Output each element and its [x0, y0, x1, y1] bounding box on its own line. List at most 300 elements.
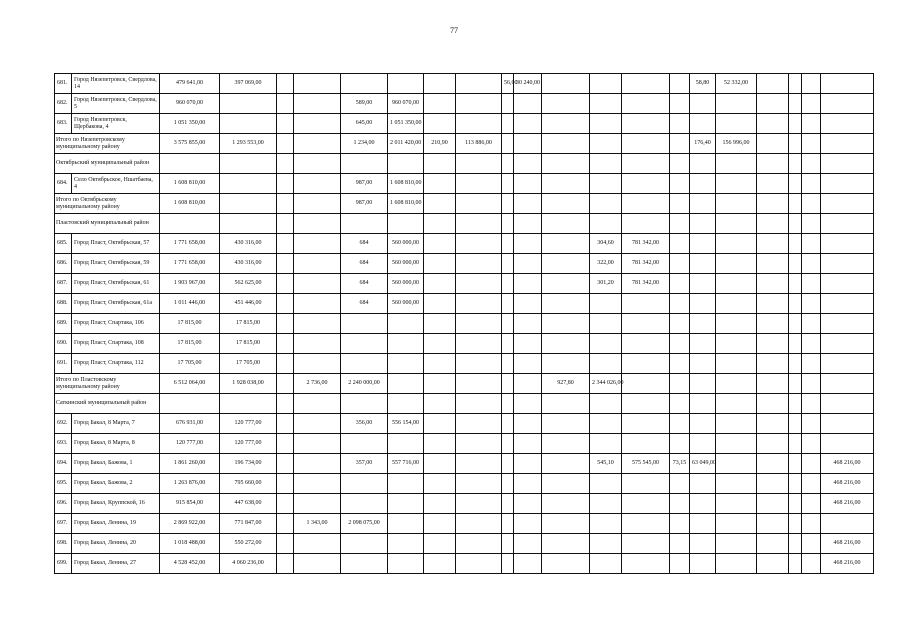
empty-cell — [220, 394, 277, 414]
subtotal-row — [55, 194, 874, 214]
value-cell — [294, 434, 341, 454]
value-cell — [690, 274, 716, 294]
subtotal-value-cell — [821, 374, 874, 394]
value-cell — [802, 534, 821, 554]
subtotal-row — [55, 374, 874, 394]
value-cell — [670, 234, 690, 254]
value-cell — [590, 354, 622, 374]
value-cell — [277, 554, 294, 574]
subtotal-row — [55, 134, 874, 154]
value-cell — [341, 494, 388, 514]
value-cell — [424, 114, 456, 134]
value-cell — [502, 114, 514, 134]
value-cell — [802, 274, 821, 294]
value-cell: 589,00 — [341, 94, 388, 114]
value-cell — [590, 94, 622, 114]
value-cell — [622, 414, 670, 434]
value-cell: 676 931,00 — [160, 414, 220, 434]
value-cell — [456, 234, 502, 254]
value-cell: 468 216,00 — [821, 454, 874, 474]
table-row — [55, 334, 874, 354]
value-cell — [456, 534, 502, 554]
empty-cell — [341, 394, 388, 414]
value-cell — [690, 314, 716, 334]
value-cell: 63 049,00 — [690, 454, 716, 474]
table-row — [55, 274, 874, 294]
subtotal-value-cell: 210,90 — [424, 134, 456, 154]
value-cell — [622, 94, 670, 114]
subtotal-value-cell — [514, 194, 542, 214]
empty-cell — [590, 394, 622, 414]
value-cell — [802, 94, 821, 114]
value-cell — [802, 354, 821, 374]
value-cell — [789, 314, 802, 334]
value-cell — [690, 94, 716, 114]
value-cell — [757, 454, 789, 474]
value-cell — [502, 294, 514, 314]
value-cell — [542, 454, 590, 474]
value-cell: 52 332,00 — [716, 74, 757, 94]
address-cell: Город Пласт, Спартака, 108 — [72, 334, 160, 354]
value-cell — [294, 414, 341, 434]
table-row — [55, 174, 874, 194]
value-cell: 2 869 922,00 — [160, 514, 220, 534]
value-cell: 17 705,00 — [220, 354, 277, 374]
subtotal-value-cell — [277, 134, 294, 154]
subtotal-value-cell — [388, 374, 424, 394]
table-row — [55, 314, 874, 334]
value-cell — [690, 174, 716, 194]
value-cell — [341, 74, 388, 94]
empty-cell — [716, 394, 757, 414]
value-cell — [542, 234, 590, 254]
value-cell — [294, 454, 341, 474]
value-cell — [690, 334, 716, 354]
value-cell — [341, 334, 388, 354]
empty-cell — [670, 214, 690, 234]
value-cell — [514, 254, 542, 274]
value-cell — [821, 274, 874, 294]
value-cell: 301,20 — [590, 274, 622, 294]
value-cell — [388, 534, 424, 554]
subtotal-value-cell: 156 996,00 — [716, 134, 757, 154]
value-cell — [590, 74, 622, 94]
value-cell — [502, 554, 514, 574]
value-cell: 1 903 967,00 — [160, 274, 220, 294]
empty-cell — [294, 154, 341, 174]
value-cell: 73,15 — [670, 454, 690, 474]
value-cell — [821, 514, 874, 534]
value-cell — [514, 474, 542, 494]
empty-cell — [716, 154, 757, 174]
subtotal-value-cell: 3 575 855,00 — [160, 134, 220, 154]
value-cell — [789, 494, 802, 514]
subtotal-value-cell — [424, 194, 456, 214]
empty-cell — [424, 394, 456, 414]
value-cell: 356,00 — [341, 414, 388, 434]
value-cell: 120 777,00 — [220, 414, 277, 434]
subtotal-label: Итого по Нязепетровскому муниципальному району — [55, 134, 160, 154]
value-cell — [424, 434, 456, 454]
empty-cell — [802, 154, 821, 174]
value-cell — [502, 514, 514, 534]
value-cell — [502, 234, 514, 254]
value-cell — [456, 74, 502, 94]
empty-cell — [622, 214, 670, 234]
row-number: 697. — [55, 514, 72, 534]
value-cell — [514, 414, 542, 434]
value-cell — [388, 74, 424, 94]
district-row — [55, 394, 874, 414]
value-cell — [277, 174, 294, 194]
table-row — [55, 94, 874, 114]
empty-cell — [542, 154, 590, 174]
value-cell — [690, 254, 716, 274]
value-cell — [789, 274, 802, 294]
empty-cell — [821, 394, 874, 414]
value-cell — [220, 94, 277, 114]
value-cell — [502, 274, 514, 294]
value-cell — [590, 514, 622, 534]
value-cell — [456, 454, 502, 474]
value-cell — [670, 434, 690, 454]
value-cell — [424, 334, 456, 354]
value-cell — [690, 554, 716, 574]
value-cell — [716, 414, 757, 434]
value-cell — [757, 514, 789, 534]
value-cell: 479 641,00 — [160, 74, 220, 94]
value-cell: 575 545,00 — [622, 454, 670, 474]
value-cell — [542, 314, 590, 334]
value-cell — [277, 314, 294, 334]
address-cell: Город Пласт, Октябрьская, 61а — [72, 294, 160, 314]
subtotal-value-cell — [690, 374, 716, 394]
value-cell: 560 000,00 — [388, 294, 424, 314]
subtotal-value-cell — [821, 134, 874, 154]
value-cell — [456, 514, 502, 534]
value-cell — [514, 354, 542, 374]
value-cell — [802, 314, 821, 334]
value-cell — [542, 254, 590, 274]
address-cell: Город Бакал, Круппской, 16 — [72, 494, 160, 514]
page-number: 77 — [450, 26, 458, 35]
value-cell — [456, 314, 502, 334]
value-cell: 304,60 — [590, 234, 622, 254]
value-cell — [789, 334, 802, 354]
address-cell: Город Бакал, Ленина, 20 — [72, 534, 160, 554]
value-cell: 560 000,00 — [388, 254, 424, 274]
empty-cell — [590, 154, 622, 174]
value-cell — [542, 514, 590, 534]
value-cell: 915 854,00 — [160, 494, 220, 514]
table-row — [55, 294, 874, 314]
value-cell — [514, 534, 542, 554]
subtotal-value-cell — [456, 194, 502, 214]
address-cell: Город Пласт, Октябрьская, 57 — [72, 234, 160, 254]
value-cell — [802, 454, 821, 474]
value-cell — [670, 174, 690, 194]
address-cell: Город Бакал, Бажова, 2 — [72, 474, 160, 494]
value-cell — [670, 514, 690, 534]
value-cell — [456, 334, 502, 354]
value-cell — [514, 334, 542, 354]
value-cell — [277, 454, 294, 474]
value-cell — [514, 294, 542, 314]
row-number: 687. — [55, 274, 72, 294]
value-cell — [456, 94, 502, 114]
value-cell — [802, 434, 821, 454]
empty-cell — [821, 214, 874, 234]
value-cell: 771 847,00 — [220, 514, 277, 534]
value-cell — [590, 334, 622, 354]
value-cell — [802, 414, 821, 434]
subtotal-value-cell: 2 736,00 — [294, 374, 341, 394]
value-cell: 322,00 — [590, 254, 622, 274]
value-cell — [542, 74, 590, 94]
value-cell — [514, 174, 542, 194]
empty-cell — [622, 394, 670, 414]
empty-cell — [542, 394, 590, 414]
subtotal-value-cell — [670, 374, 690, 394]
value-cell — [670, 494, 690, 514]
value-cell — [622, 554, 670, 574]
value-cell — [789, 414, 802, 434]
table-row — [55, 454, 874, 474]
empty-cell — [590, 214, 622, 234]
table-row — [55, 494, 874, 514]
value-cell — [277, 494, 294, 514]
empty-cell — [160, 214, 220, 234]
value-cell — [456, 254, 502, 274]
empty-cell — [514, 394, 542, 414]
value-cell — [590, 174, 622, 194]
value-cell — [590, 554, 622, 574]
value-cell — [802, 554, 821, 574]
empty-cell — [670, 394, 690, 414]
value-cell — [690, 294, 716, 314]
value-cell — [502, 334, 514, 354]
subtotal-value-cell — [757, 194, 789, 214]
value-cell — [789, 454, 802, 474]
value-cell — [542, 534, 590, 554]
empty-cell — [789, 394, 802, 414]
value-cell — [542, 334, 590, 354]
row-number: 683. — [55, 114, 72, 134]
value-cell: 684 — [341, 254, 388, 274]
subtotal-value-cell — [294, 134, 341, 154]
value-cell — [514, 494, 542, 514]
value-cell — [757, 74, 789, 94]
value-cell — [757, 114, 789, 134]
value-cell — [716, 294, 757, 314]
value-cell: 960 070,00 — [160, 94, 220, 114]
value-cell — [821, 94, 874, 114]
value-cell — [294, 314, 341, 334]
value-cell: 468 216,00 — [821, 494, 874, 514]
subtotal-value-cell: 2 011 420,00 — [388, 134, 424, 154]
subtotal-value-cell: 1 293 553,00 — [220, 134, 277, 154]
value-cell — [757, 534, 789, 554]
district-heading: Пластовский муниципальный район — [55, 214, 160, 234]
value-cell — [716, 534, 757, 554]
value-cell — [424, 534, 456, 554]
value-cell — [590, 474, 622, 494]
empty-cell — [456, 394, 502, 414]
value-cell: 560 000,00 — [388, 234, 424, 254]
subtotal-value-cell — [670, 134, 690, 154]
value-cell — [690, 434, 716, 454]
value-cell — [757, 274, 789, 294]
value-cell — [542, 414, 590, 434]
empty-cell — [670, 154, 690, 174]
value-cell — [424, 314, 456, 334]
value-cell — [690, 114, 716, 134]
empty-cell — [757, 154, 789, 174]
table-row — [55, 514, 874, 534]
value-cell — [821, 114, 874, 134]
value-cell: 1 608 810,00 — [388, 174, 424, 194]
subtotal-value-cell: 2 344 026,00 — [590, 374, 622, 394]
value-cell — [716, 514, 757, 534]
row-number: 693. — [55, 434, 72, 454]
value-cell: 17 815,00 — [220, 314, 277, 334]
value-cell — [424, 514, 456, 534]
empty-cell — [220, 214, 277, 234]
value-cell — [456, 354, 502, 374]
value-cell: 468 216,00 — [821, 534, 874, 554]
subtotal-value-cell — [502, 374, 514, 394]
value-cell — [277, 354, 294, 374]
subtotal-value-cell — [294, 194, 341, 214]
value-cell — [821, 354, 874, 374]
district-heading: Саткинский муниципальный район — [55, 394, 160, 414]
value-cell — [542, 174, 590, 194]
value-cell — [757, 354, 789, 374]
value-cell — [502, 454, 514, 474]
district-heading: Октябрьский муниципальный район — [55, 154, 160, 174]
empty-cell — [690, 214, 716, 234]
value-cell — [789, 354, 802, 374]
value-cell: 1 051 350,00 — [160, 114, 220, 134]
value-cell — [622, 354, 670, 374]
value-cell — [502, 414, 514, 434]
table-row — [55, 474, 874, 494]
value-cell — [424, 494, 456, 514]
value-cell — [277, 274, 294, 294]
value-cell — [542, 354, 590, 374]
value-cell: 56,00 — [502, 74, 514, 94]
value-cell — [388, 314, 424, 334]
value-cell — [277, 414, 294, 434]
value-cell — [456, 554, 502, 574]
row-number: 696. — [55, 494, 72, 514]
row-number: 689. — [55, 314, 72, 334]
subtotal-value-cell — [590, 134, 622, 154]
value-cell — [277, 514, 294, 534]
subtotal-value-cell — [277, 194, 294, 214]
value-cell — [388, 334, 424, 354]
value-cell: 357,00 — [341, 454, 388, 474]
value-cell — [821, 334, 874, 354]
subtotal-value-cell — [716, 374, 757, 394]
value-cell: 684 — [341, 294, 388, 314]
empty-cell — [341, 214, 388, 234]
value-cell — [670, 74, 690, 94]
value-cell — [821, 74, 874, 94]
subtotal-value-cell: 1 234,00 — [341, 134, 388, 154]
value-cell — [514, 114, 542, 134]
value-cell — [542, 274, 590, 294]
subtotal-value-cell — [456, 374, 502, 394]
value-cell — [294, 274, 341, 294]
row-number: 682. — [55, 94, 72, 114]
value-cell — [757, 294, 789, 314]
value-cell — [294, 474, 341, 494]
subtotal-value-cell — [220, 194, 277, 214]
value-cell: 560 000,00 — [388, 274, 424, 294]
value-cell: 120 777,00 — [220, 434, 277, 454]
value-cell — [514, 274, 542, 294]
row-number: 694. — [55, 454, 72, 474]
value-cell — [716, 94, 757, 114]
row-number: 692. — [55, 414, 72, 434]
value-cell — [821, 414, 874, 434]
value-cell — [502, 434, 514, 454]
value-cell — [542, 294, 590, 314]
value-cell — [277, 474, 294, 494]
empty-cell — [716, 214, 757, 234]
value-cell — [757, 434, 789, 454]
value-cell — [802, 234, 821, 254]
value-cell — [388, 494, 424, 514]
value-cell: 451 446,00 — [220, 294, 277, 314]
subtotal-value-cell: 987,00 — [341, 194, 388, 214]
value-cell: 430 316,00 — [220, 254, 277, 274]
empty-cell — [690, 394, 716, 414]
empty-cell — [388, 154, 424, 174]
value-cell — [502, 314, 514, 334]
value-cell — [294, 114, 341, 134]
subtotal-value-cell — [502, 194, 514, 214]
empty-cell — [277, 214, 294, 234]
value-cell — [502, 474, 514, 494]
value-cell — [622, 314, 670, 334]
value-cell — [716, 314, 757, 334]
value-cell — [590, 294, 622, 314]
value-cell — [514, 454, 542, 474]
value-cell: 960 070,00 — [388, 94, 424, 114]
value-cell — [341, 434, 388, 454]
housing-repair-table — [54, 73, 874, 574]
value-cell — [590, 314, 622, 334]
empty-cell — [542, 214, 590, 234]
value-cell — [294, 234, 341, 254]
address-cell: Город Бакал, Бажова, 1 — [72, 454, 160, 474]
value-cell: 1 608 810,00 — [160, 174, 220, 194]
value-cell: 645,00 — [341, 114, 388, 134]
table-row — [55, 234, 874, 254]
value-cell — [277, 534, 294, 554]
value-cell — [424, 254, 456, 274]
empty-cell — [160, 394, 220, 414]
value-cell — [502, 354, 514, 374]
value-cell — [789, 254, 802, 274]
value-cell — [789, 434, 802, 454]
empty-cell — [690, 154, 716, 174]
address-cell: Город Бакал, Ленина, 27 — [72, 554, 160, 574]
value-cell: 545,10 — [590, 454, 622, 474]
value-cell — [670, 554, 690, 574]
